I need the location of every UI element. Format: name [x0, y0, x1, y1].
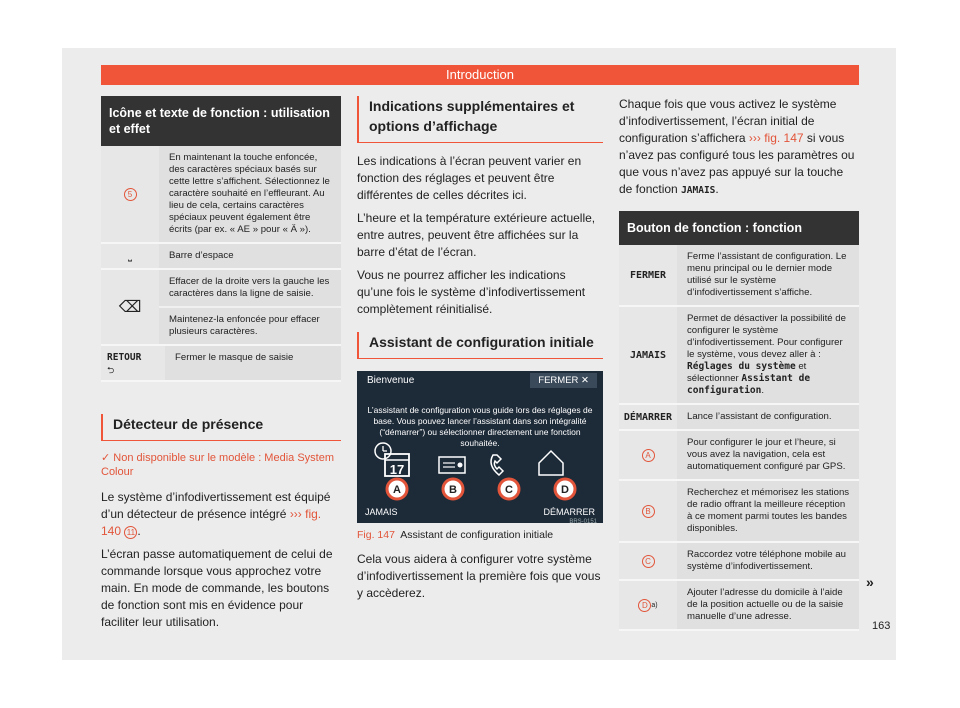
letter-badge: B: [642, 505, 655, 518]
table-row: [619, 543, 859, 581]
row-text: Permet de désactiver la possibilité de configurer le système d’infodivertissement. Pour configurer le système, vous devez aller à : Réglages du système et sélectionner Assistant de configuration.: [677, 307, 859, 403]
callout-c: C: [505, 484, 513, 496]
paragraph: Cela vous aidera à configurer votre système d’infodivertissement la première fois que vous y accèderez.: [357, 552, 601, 600]
column-left: [101, 96, 341, 631]
continue-marker: »: [866, 574, 874, 590]
screen-never-button: JAMAIS: [365, 507, 398, 517]
page-number: 163: [872, 620, 891, 632]
code-label: Assistant de configuration: [687, 373, 811, 396]
paragraph: Le système d’infodivertissement est équipé d’un détecteur de présence intégré ››› fig. 140 11 .: [101, 490, 331, 538]
figure-link[interactable]: ››› fig. 147: [748, 131, 804, 145]
backspace-icon: ⌫: [118, 299, 142, 316]
figure-code: BRS-0151: [569, 519, 597, 523]
row-key: JAMAIS: [629, 349, 667, 361]
column-right: [619, 96, 859, 631]
function-table-header: Bouton de fonction : fonction: [619, 211, 859, 245]
paragraph: L’heure et la température extérieure actuelle, entre autres, peuvent être affichées sur la barre d’état de l’écran.: [357, 211, 596, 259]
return-arrow-icon: ⮌: [107, 365, 115, 375]
figure-caption: [357, 529, 603, 541]
callout-a: A: [393, 484, 401, 496]
row-text: Fermer le masque de saisie: [165, 346, 341, 380]
availability-note: ✓ Non disponible sur le modèle : Media System Colour: [101, 452, 334, 478]
screen-start-button: DÉMARRER: [543, 507, 595, 517]
section-header: Introduction: [101, 65, 859, 85]
table-row: [619, 245, 859, 307]
phone-icon: [491, 455, 503, 475]
table-row: [101, 146, 341, 244]
home-icon: [539, 451, 563, 475]
paragraph: L’écran passe automatiquement de celui de commande lorsque vous approchez votre main. En mode de commande, les boutons de fonction sont mis en évidence pour faciliter leur utilisation.: [101, 547, 333, 629]
table-row: [101, 244, 341, 270]
callout-d: D: [561, 484, 569, 496]
screen-icons: [357, 371, 603, 523]
table-row: [619, 307, 859, 405]
number-badge: 11: [124, 526, 137, 539]
letter-badge: A: [642, 449, 655, 462]
number-badge: 5: [124, 188, 137, 201]
paragraph: Vous ne pourrez afficher les indications qu’une fois le système d’infodivertissement complètement réinitialisé.: [357, 268, 586, 316]
screen-title: Bienvenue: [367, 375, 415, 386]
paragraph: Chaque fois que vous activez le système d’infodivertissement, l’écran initial de configuration s’affichera ››› fig. 147 si vous n’avez pas configuré tous les paramètres ou que vous n’avez pas appuyé sur la touche de fonction JAMAIS.: [619, 97, 855, 196]
row-key: DÉMARRER: [623, 411, 673, 423]
figure-title: Assistant de configuration initiale: [400, 529, 554, 541]
letter-badge: D: [638, 599, 651, 612]
radio-icon: [439, 457, 465, 473]
row-text: Barre d’espace: [159, 244, 341, 268]
table-row: [101, 346, 341, 382]
row-text: Raccordez votre téléphone mobile au système d’infodivertissement.: [677, 543, 859, 579]
figure-link[interactable]: ››› fig. 140: [101, 507, 322, 538]
space-bar-icon: ⎵: [128, 250, 132, 262]
row-text: Lance l’assistant de configuration.: [677, 405, 859, 429]
screen-close-button: FERMER ✕: [530, 373, 597, 388]
calendar-icon: [375, 443, 409, 477]
table-row: [619, 405, 859, 431]
table-row: [619, 431, 859, 481]
paragraph-text: Le système d’infodivertissement est équipé d’un détecteur de présence intégré: [101, 490, 331, 521]
calendar-day: 17: [389, 462, 405, 477]
code-label: Réglages du système: [687, 361, 796, 372]
row-text: Ajouter l’adresse du domicile à l’aide de la position actuelle ou de la saisie manuelle d’une adresse.: [677, 581, 859, 629]
table-row: [619, 481, 859, 543]
row-text: Recherchez et mémorisez les stations de radio offrant la meilleure réception à ce moment parmi toutes les bandes disponibles.: [677, 481, 859, 541]
callout-b: B: [449, 484, 457, 496]
row-text: Pour configurer le jour et l’heure, si vous avez la navigation, cela est automatiquement configuré par GPS.: [677, 431, 859, 479]
row-text-secondary: Maintenez-la enfoncée pour effacer plusieurs caractères.: [159, 306, 341, 344]
footnote-marker: a): [651, 601, 658, 609]
code-label: JAMAIS: [681, 185, 716, 196]
letter-badge: C: [642, 555, 655, 568]
screen-message: L’assistant de configuration vous guide lors des réglages de base. Vous pouvez lancer l’assistant dans son intégralité (“démarrer”) ou sélectionner directement une fonction souhaitée.: [367, 405, 593, 448]
figure-number: Fig. 147: [357, 529, 395, 541]
section-title-presence: Détecteur de présence: [101, 414, 341, 441]
column-middle: [357, 96, 603, 602]
paragraph: Les indications à l’écran peuvent varier en fonction des réglages et peuvent être différentes de celles décrites ici.: [357, 154, 582, 202]
return-key-label: RETOUR: [107, 352, 142, 363]
row-text: En maintenant la touche enfoncée, des caractères spéciaux basés sur cette lettre s’affichent. Sélectionnez le caractère souhaité en l’effleurant. Au lieu de cela, certains caractères spéciaux peuvent également être écrits (par ex. « AE » pour « Ä »).: [159, 146, 341, 242]
row-text: Ferme l’assistant de configuration. Le menu principal ou le dernier mode utilisé sur le système d’infodivertissement s’affiche.: [677, 245, 859, 305]
table-row: [619, 581, 859, 631]
table-row: [101, 270, 341, 346]
row-text: Effacer de la droite vers la gauche les caractères dans la ligne de saisie.: [159, 270, 341, 306]
section-title-assistant: Assistant de configuration initiale: [357, 332, 603, 359]
function-table-header: Icône et texte de fonction : utilisation et effet: [101, 96, 341, 146]
row-key: FERMER: [629, 269, 667, 281]
infotainment-screen-figure: [357, 371, 603, 523]
screen-callouts: [387, 479, 575, 499]
paragraph-text: si vous n’avez pas configuré tous les paramètres ou que vous n’avez pas appuyé sur la touche de fonction: [619, 131, 855, 196]
paragraph-text: Chaque fois que vous activez le système d’infodivertissement, l’écran initial de configuration s’affichera: [619, 97, 837, 145]
section-title-indications: Indications supplémentaires et options d’affichage: [357, 96, 603, 143]
